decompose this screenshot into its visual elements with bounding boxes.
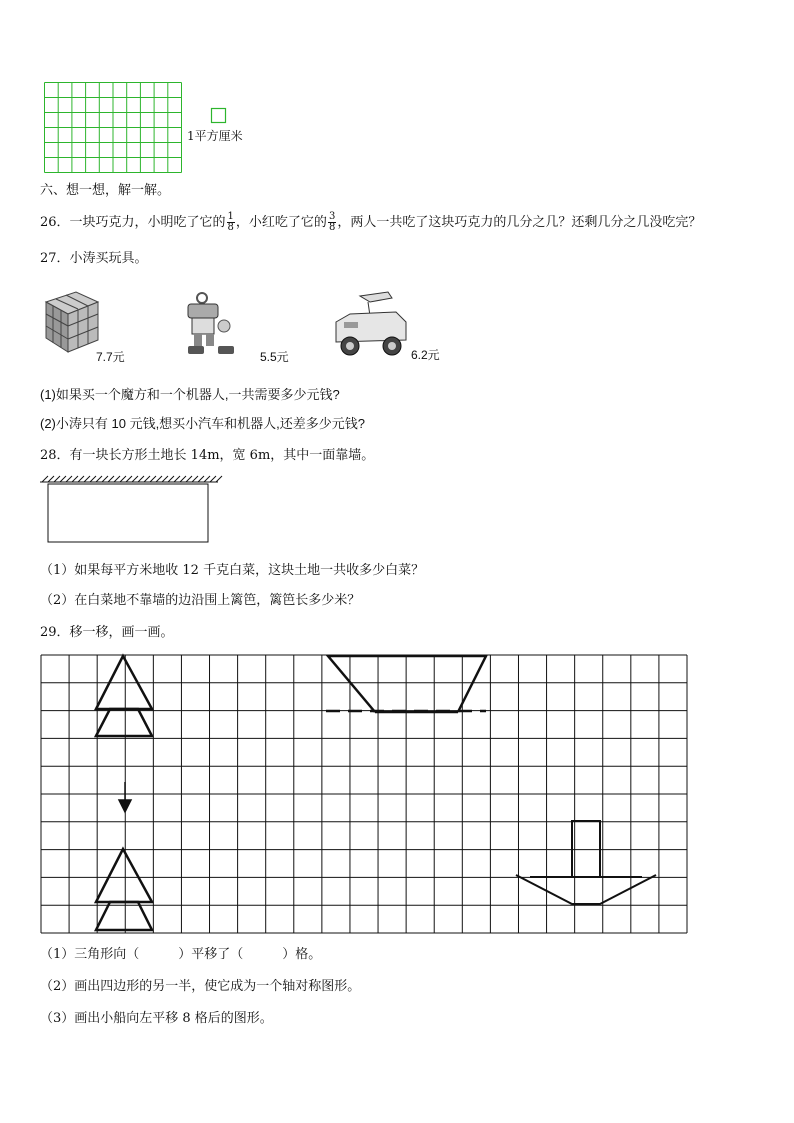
question-29-title: 29．移一移，画一画。 [40,625,174,640]
fraction-three-eighths [328,212,336,233]
q26-text-3: ，两人一共吃了这块巧克力的几分之几？还剩几分之几没吃完？ [337,215,702,230]
toy-car-icon [330,288,410,360]
fraction-numerator: 3 [328,211,336,222]
robot-icon [180,288,250,360]
question-27-title: 27．小涛买玩具。 [40,251,148,266]
unit-square-label: 1平方厘米 [187,129,243,143]
field-wall-diagram [38,474,222,546]
rubiks-cube-icon [42,288,102,358]
question-29-sub1: （1）三角形向（ ）平移了（ ）格。 [40,947,322,962]
section-heading: 六、想一想，解一解。 [40,183,171,198]
question-28-title: 28．有一块长方形土地长 14m，宽 6m，其中一面靠墙。 [40,448,375,463]
question-29-sub3: （3）画出小船向左平移 8 格后的图形。 [40,1011,273,1026]
question-28-sub2: （2）在白菜地不靠墙的边沿围上篱笆，篱笆长多少米？ [40,593,361,608]
question-28-sub1: （1）如果每平方米地收 12 千克白菜，这块土地一共收多少白菜？ [40,563,425,578]
price-label: 7.7元 [96,350,125,364]
question-27-sub1: (1)如果买一个魔方和一个机器人,一共需要多少元钱? [40,387,340,402]
q26-text-2: ，小红吃了它的 [235,215,327,230]
unit-square-icon [211,108,227,124]
fraction-one-eighth [227,212,235,233]
question-29-sub2: （2）画出四边形的另一半，使它成为一个轴对称图形。 [40,979,361,994]
fraction-denominator: 8 [227,222,234,233]
arrow-down-icon [119,782,131,812]
boat-shape [516,821,656,904]
question-27-sub2: (2)小涛只有 10 元钱,想买小汽车和机器人,还差多少元钱? [40,416,366,431]
price-label: 6.2元 [411,348,440,362]
translation-grid [40,654,690,934]
q26-text-1: 26．一块巧克力，小明吃了它的 [40,215,226,230]
fraction-numerator: 1 [227,211,234,222]
price-label: 5.5元 [260,350,289,364]
tree-shape-original [96,656,152,736]
tree-shape-translated [96,849,152,930]
question-26 [40,209,701,237]
square-centimeter-grid [44,82,184,174]
fraction-denominator: 8 [328,222,336,233]
